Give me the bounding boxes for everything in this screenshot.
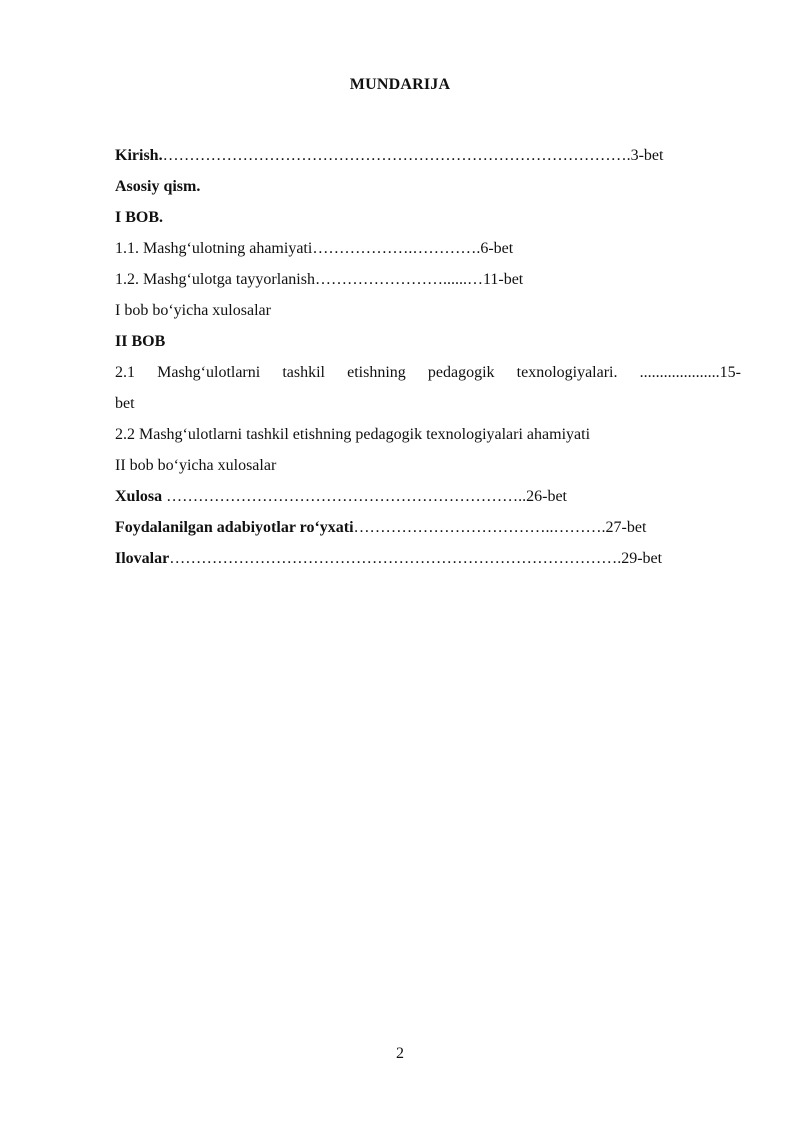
toc-leader: ………………………………..………. [353,519,606,536]
toc-leader: …………………………………………………………………………… [162,147,627,164]
toc-word: Mashg‘ulotlarni [157,364,261,381]
toc-word: texnologiyalari. [516,364,618,381]
toc-word: 2.1 [115,364,135,381]
toc-entry-ilovalar[interactable] [115,543,741,574]
toc-leader: ………………………………………………………….. [162,488,527,505]
toc-page: ....................15- [639,364,741,381]
toc-word: tashkil [282,364,325,381]
toc-leader: ……………………......… [314,271,483,288]
page-number: 2 [396,1045,404,1062]
toc-leader: …………………………………………………………………………. [169,550,622,567]
toc-entry-1-1[interactable] [115,233,741,264]
toc-page: 29-bet [621,550,663,567]
toc-label: 1.2. Mashg‘ulotga tayyorlanish [115,271,315,288]
toc-heading-asosiy: Asosiy qism. [115,178,201,195]
toc-label: 1.1. Mashg‘ulotning ahamiyati [115,240,313,257]
toc-entry-1-2[interactable] [115,264,741,295]
toc-entry-2-1[interactable] [115,357,741,388]
toc-page: 11-bet [482,271,524,288]
toc-word: etishning [347,364,406,381]
toc-heading-bob1: I BOB. [115,209,164,226]
toc-page: 6-bet [480,240,514,257]
toc-label: Xulosa [115,488,163,505]
toc-entry-kirish[interactable] [115,140,741,171]
toc-leader: ……………….…………. [312,240,481,257]
toc-page: .3-bet [626,147,664,164]
toc-entry-bob2-xulosa[interactable]: II bob bo‘yicha xulosalar [115,457,277,474]
toc-label: Kirish. [115,147,163,164]
page-title: MUNDARIJA [349,76,451,93]
toc-entry-2-2[interactable]: 2.2 Mashg‘ulotlarni tashkil etishning pedagogik texnologiyalari ahamiyati [115,426,591,443]
toc-heading-bob2: II BOB [115,333,166,350]
table-of-contents [115,140,741,574]
toc-entry-xulosa[interactable] [115,481,741,512]
toc-entry-bob1-xulosa[interactable]: I bob bo‘yicha xulosalar [115,302,271,319]
toc-entry-adabiyotlar[interactable] [115,512,741,543]
toc-label: Foydalanilgan adabiyotlar ro‘yxati [115,519,354,536]
toc-entry-2-1-continuation: bet [115,395,135,412]
toc-page: 26-bet [526,488,567,505]
toc-label: Ilovalar [115,550,170,567]
toc-word: pedagogik [427,364,495,381]
toc-page: 27-bet [605,519,647,536]
